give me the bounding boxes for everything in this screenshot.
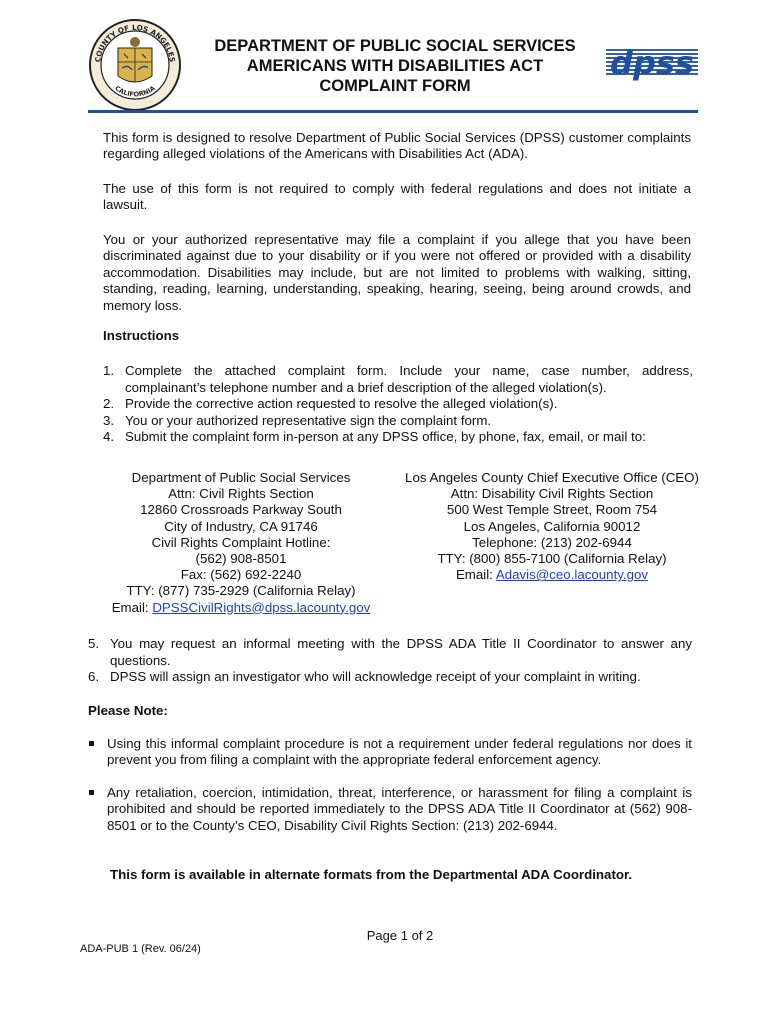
page-number: Page 1 of 2 [366, 928, 434, 943]
list-item [88, 736, 692, 769]
step-number: 2. [103, 396, 115, 412]
address-line: (562) 908-8501 [195, 551, 287, 567]
bullet-text: Using this informal complaint procedure is not a requirement under federal regulations nor does it prevent you from filing a complaint with the appropriate federal enforcement agency. [107, 736, 692, 768]
email-label: Email: [111, 599, 153, 615]
address-line: TTY: (877) 735-2929 (California Relay) [126, 583, 356, 599]
address-line: Los Angeles County Chief Executive Office (CEO) [405, 470, 699, 485]
address-line: Department of Public Social Services [131, 470, 351, 485]
step-text: Submit the complaint form in-person at any DPSS office, by phone, fax, email, or mail to: [125, 429, 646, 445]
intro-paragraph-1: This form is designed to resolve Department of Public Social Services (DPSS) customer complaints regarding alleged violations of the Americans with Disabilities Act (ADA). [103, 130, 691, 162]
list-item [103, 396, 693, 413]
step-number: 1. [103, 363, 115, 378]
address-line: Telephone: (213) 202-6944 [472, 534, 632, 550]
step-number: 6. [88, 669, 100, 685]
address-line: 500 West Temple Street, Room 754 [446, 502, 658, 518]
email-label: Email: [455, 567, 496, 583]
address-line: 12860 Crossroads Parkway South [140, 502, 342, 518]
instructions-list-continued [88, 636, 692, 686]
step-text: You or your authorized representative sign the complaint form. [125, 412, 492, 428]
form-id: ADA-PUB 1 (Rev. 06/24) [80, 943, 201, 955]
header-divider [88, 110, 698, 113]
title-line-1: DEPARTMENT OF PUBLIC SOCIAL SERVICES [214, 37, 576, 55]
instructions-list [103, 363, 693, 446]
note-bullet-list-2 [88, 785, 692, 834]
step-number: 3. [103, 412, 115, 428]
step-text: Complete the attached complaint form. Include your name, case number, address, complainant’s telephone number and a brief description of the alleged violation(s). [125, 363, 693, 395]
dpss-address-block [96, 470, 386, 616]
address-line: Civil Rights Complaint Hotline: [151, 534, 331, 550]
address-email-line [392, 567, 712, 583]
step-text: DPSS will assign an investigator who will acknowledge receipt of your complaint in writing. [110, 669, 641, 685]
intro-paragraph-2: The use of this form is not required to comply with federal regulations and does not initiate a lawsuit. [103, 181, 691, 213]
ceo-email-link[interactable]: Adavis@ceo.lacounty.gov [495, 567, 649, 583]
dpss-email-link[interactable]: DPSSCivilRights@dpss.lacounty.gov [152, 599, 371, 615]
intro-paragraph-3: You or your authorized representative may file a complaint if you allege that you have been discriminated against due to your disability or if you were not offered or provided with a disability accommodation. Disabilities may include, but are not limited to problems with walking, sitting, standing, reading, learning, understanding, speaking, hearing, seeing, being around crowds, and memory loss. [103, 232, 691, 313]
list-item [88, 669, 692, 686]
bullet-icon [89, 790, 94, 795]
step-number: 4. [103, 429, 115, 445]
seal-text: COUNTY OF LOS ANGELES [93, 22, 177, 63]
step-text: Provide the corrective action requested to resolve the alleged violation(s). [125, 396, 558, 412]
bullet-text: Any retaliation, coercion, intimidation, threat, interference, or harassment for filing a complaint is prohibited and should be reported immediately to the DPSS ADA Title II Coordinator at (562) 908-8501 or to the County’s CEO, Disability Civil Rights Section: (213) 202-6944. [107, 785, 692, 833]
list-item [88, 636, 692, 669]
list-item [88, 785, 692, 834]
list-item [103, 363, 693, 396]
address-line: Los Angeles, California 90012 [463, 518, 641, 534]
address-line: Attn: Civil Rights Section [168, 486, 314, 502]
list-item [103, 429, 693, 446]
address-line: Attn: Disability Civil Rights Section [450, 486, 654, 502]
county-seal-logo [88, 18, 182, 112]
bullet-icon [89, 741, 94, 746]
title-line-3: COMPLAINT FORM [319, 77, 471, 95]
note-heading: Please Note: [88, 703, 168, 718]
address-email-line [96, 600, 386, 616]
list-item [103, 413, 693, 430]
step-number: 5. [88, 636, 100, 651]
address-line: TTY: (800) 855-7100 (California Relay) [437, 551, 667, 567]
ceo-address-block [392, 470, 712, 583]
seal-bottom-text: CALIFORNIA [113, 84, 157, 99]
step-text: You may request an informal meeting with the DPSS ADA Title II Coordinator to answer any questions. [110, 636, 692, 668]
instructions-heading: Instructions [103, 328, 180, 343]
dpss-logo-text: dpss [610, 44, 694, 82]
document-title [180, 36, 610, 96]
address-line: Fax: (562) 692-2240 [180, 567, 302, 583]
dpss-logo [604, 40, 700, 82]
alternate-formats-notice: This form is available in alternate formats from the Departmental ADA Coordinator. [110, 867, 633, 882]
note-bullet-list [88, 736, 692, 769]
title-line-2: AMERICANS WITH DISABILITIES ACT [246, 57, 544, 75]
address-line: City of Industry, CA 91746 [164, 518, 318, 534]
